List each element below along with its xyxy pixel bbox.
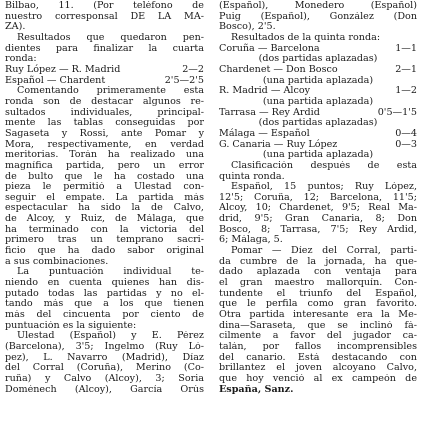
- classification-line: Español, 15 puntos; Ruy López,: [231, 182, 417, 193]
- body-line: magnífica partida, pero un error: [5, 160, 204, 171]
- body-line: que hoy venció al ex campeón de: [219, 373, 417, 384]
- body-line: primero tras un temprano sacri-: [5, 235, 204, 246]
- classification-line: drid, 9'5; Gran Canaria, 8; Don: [219, 214, 417, 225]
- body-line: tando más que a los que tienen: [5, 299, 204, 310]
- body-line: pieza le permitió a Ulestad con-: [5, 182, 204, 193]
- body-line: a sus combinaciones.: [5, 256, 109, 267]
- body-line: tundente el triunfo del Español,: [219, 288, 417, 299]
- body-line: ronda son de destacar algunos re-: [5, 96, 204, 107]
- result-score: 1—2: [395, 85, 417, 97]
- classification-title: quinta ronda.: [219, 171, 285, 182]
- result-note: (una partida aplazada): [262, 96, 374, 107]
- result-match: G. Canaria — Ruy López: [219, 138, 338, 150]
- body-line: La puntuación individual te-: [17, 267, 204, 278]
- result-match: Coruña — Barcelona: [219, 42, 320, 54]
- result-match: Tarrasa — Rey Ardid: [219, 106, 320, 118]
- body-line: más del cincuenta por ciento de: [5, 310, 204, 321]
- body-line: que le perfila como gran favorito.: [219, 299, 417, 310]
- result-score: 0—3: [395, 138, 417, 150]
- classification-line: 12'5; Coruña, 12; Barcelona, 11'5;: [219, 192, 417, 203]
- body-line: Otra partida interesante era la Me-: [219, 310, 417, 321]
- body-line: meritorias. Torán ha realizado una: [5, 150, 204, 161]
- result-note: (una partida aplazada): [262, 150, 374, 161]
- body-line: Pomar — Díez del Corral, parti-: [231, 246, 417, 257]
- body-line: Ulestad (Español) y E. Pérez: [17, 331, 204, 342]
- body-line: mente las tablas conseguidas por: [5, 118, 204, 129]
- result-match: Ruy López — R. Madrid: [5, 63, 121, 75]
- body-line: de Alcoy, y Ruiz, de Málaga, que: [5, 214, 204, 225]
- body-line: Doménech (Alcoy), García Orús: [5, 384, 204, 395]
- result-row: [5, 65, 204, 76]
- round-title: Resultados de la quinta ronda:: [231, 32, 381, 43]
- body-line: el gran maestro mallorquín. Con-: [219, 278, 417, 289]
- result-note: (dos partidas aplazadas): [258, 118, 378, 129]
- body-line: seguir el empate. La partida más: [5, 192, 204, 203]
- classification-title: Clasificación después de esta: [231, 160, 417, 171]
- result-row: [219, 65, 417, 76]
- dateline-line-3: ZA).: [5, 22, 26, 33]
- intro-line-2: dientes para finalizar la cuarta: [5, 43, 204, 54]
- result-match: R. Madrid — Alcoy: [219, 85, 311, 97]
- result-row: [219, 108, 417, 119]
- result-row: [5, 76, 204, 87]
- body-line: Comentando primeramente esta: [17, 86, 204, 97]
- body-line: niendo en cuenta quienes han dis-: [5, 278, 204, 289]
- result-row: [219, 44, 417, 55]
- body-line: dado aplazada con ventaja para: [219, 267, 417, 278]
- body-line: brillantez el joven alcoyano Calvo,: [219, 363, 417, 374]
- body-line: talán, por fallos incomprensibles: [219, 342, 417, 352]
- result-match: Chardenet — Don Bosco: [219, 63, 338, 75]
- body-line: da cumbre de la jornada, ha que-: [219, 256, 417, 267]
- result-score: 2'5—2'5: [164, 74, 204, 86]
- body-line: del canario. Está destacando con: [219, 352, 417, 363]
- body-line: puntuación es la siguiente:: [5, 320, 137, 331]
- result-note: (dos partidas aplazadas): [258, 54, 378, 65]
- dateline-line-2: nuestro corresponsal DE LA MA-: [5, 11, 204, 22]
- result-score: 1—1: [395, 42, 417, 54]
- body-line: pez), L. Navarro (Madrid), Díaz: [5, 352, 204, 363]
- classification-line: Bosco, 8; Tarrasa, 7'5; Rey Ardid,: [219, 224, 417, 235]
- result-row: [219, 129, 417, 140]
- body-line: Sagaseta y Rossi, ante Pomar y: [5, 128, 204, 139]
- intro-line-3: ronda:: [5, 54, 37, 65]
- body-line: putado todas las partidas y no el-: [5, 288, 204, 299]
- body-line: España, Sanz.: [219, 384, 294, 395]
- result-row: [219, 140, 417, 151]
- left-column: [5, 1, 204, 395]
- result-note: (una partida aplazada): [262, 75, 374, 86]
- body-line: ficio que ha dado sabor original: [5, 246, 204, 257]
- body-line: Puig (Español), González (Don: [219, 11, 417, 22]
- body-line: dina—Saraseta, que se inclinó fá-: [219, 320, 417, 331]
- result-match: Español — Chardent: [5, 74, 106, 86]
- body-line: (Español), Monedero (Español): [219, 1, 417, 11]
- body-line: cilmente a favor del jugador ca-: [219, 331, 417, 342]
- result-score: 2—2: [182, 63, 204, 75]
- body-line: ruña) y Calvo (Alcoy), 3; Soria: [5, 373, 204, 384]
- body-line: (Barcelona), 3'5; Ingelmo (Ruy Ló-: [5, 342, 204, 352]
- intro-line-1: Resultados que quedaron pen-: [17, 32, 204, 43]
- body-line: Mora, respectivamente, en verdad: [5, 139, 204, 150]
- result-score: 0'5—1'5: [377, 106, 417, 118]
- classification-line: 6; Málaga, 5.: [219, 235, 283, 246]
- result-row: [219, 86, 417, 97]
- body-line: Bosco), 2'5.: [219, 22, 276, 33]
- result-match: Málaga — Español: [219, 127, 310, 139]
- right-column: [219, 1, 417, 395]
- result-score: 0—4: [395, 127, 417, 139]
- body-line: de bulto que le ha costado una: [5, 171, 204, 182]
- classification-line: Alcoy, 10; Chardenet, 9'5; Real Ma-: [219, 203, 417, 214]
- body-line: del Corral (Coruña), Merino (Co-: [5, 363, 204, 374]
- dateline-line-1: Bilbao, 11. (Por teléfono de: [5, 1, 204, 11]
- result-score: 2—1: [395, 63, 417, 75]
- body-line: ha terminado con la victoria del: [5, 224, 204, 235]
- body-line: espectacular ha sido la de Calvo,: [5, 203, 204, 214]
- body-line: sultados individuales, principal-: [5, 107, 204, 118]
